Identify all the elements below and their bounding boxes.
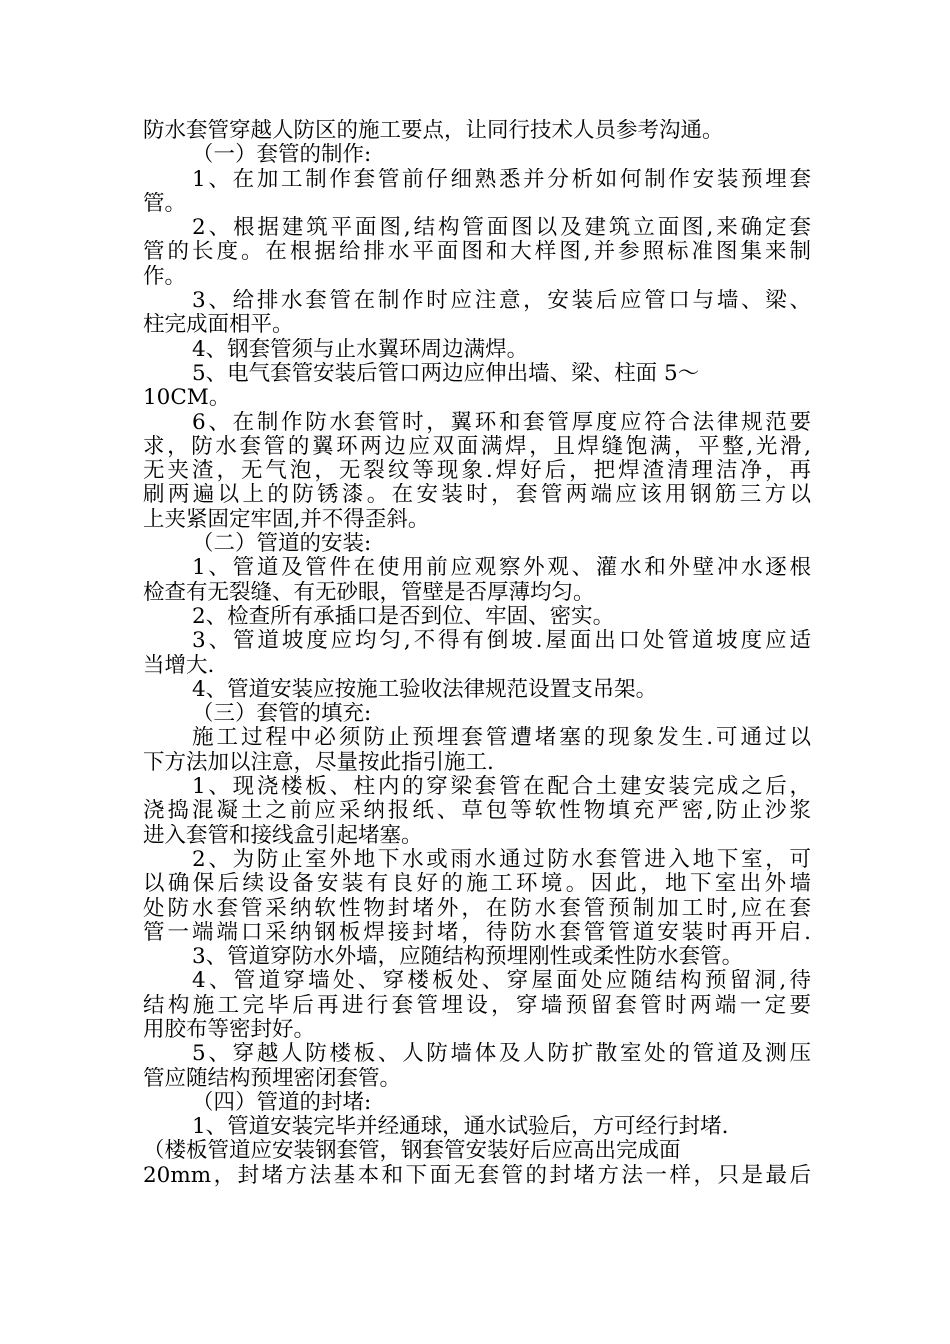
text-line: 2、根据建筑平面图,结构管面图以及建筑立面图,来确定套 <box>192 216 811 241</box>
text-line: （三）套管的填充: <box>192 702 372 727</box>
text-line: 4、钢套管须与止水翼环周边满焊。 <box>192 337 529 362</box>
text-line: 求，防水套管的翼环两边应双面满焊，且焊缝饱满，平整,光滑, <box>143 434 811 459</box>
text-line: 结构施工完毕后再进行套管埋设，穿墙预留套管时两端一定要 <box>143 993 811 1018</box>
text-line: 3、管道穿防水外墙，应随结构预埋刚性或柔性防水套管。 <box>192 945 744 970</box>
text-line: 4、管道穿墙处、穿楼板处、穿屋面处应随结构预留洞,待 <box>192 969 811 994</box>
text-line: 1、现浇楼板、柱内的穿梁套管在配合土建安装完成之后， <box>192 775 811 800</box>
document-body <box>143 119 811 1188</box>
text-line: 防水套管穿越人防区的施工要点，让同行技术人员参考沟通。 <box>143 119 724 143</box>
text-line: （四）管道的封堵: <box>192 1090 372 1115</box>
text-line: 浇捣混凝土之前应采纳报纸、草包等软性物填充严密,防止沙浆 <box>143 799 811 824</box>
text-line: 2、为防止室外地下水或雨水通过防水套管进入地下室，可 <box>192 847 811 872</box>
text-line: 5、穿越人防楼板、人防墙体及人防扩散室处的管道及测压 <box>192 1042 811 1067</box>
text-line: 10CM。 <box>143 386 231 411</box>
text-line: 处防水套管采纳软性物封堵外，在防水套管预制加工时,应在套 <box>143 896 811 921</box>
text-line: 1、管道安装完毕并经通球，通水试验后，方可经行封堵. <box>192 1115 729 1140</box>
text-line: 施工过程中必须防止预埋套管遭堵塞的现象发生.可通过以 <box>192 726 811 751</box>
text-line: 4、管道安装应按施工验收法律规范设置支吊架。 <box>192 677 658 702</box>
text-line: 管一端端口采纳钢板焊接封堵，待防水套管管道安装时再开启. <box>143 920 811 945</box>
text-line: 上夹紧固定牢固,并不得歪斜。 <box>143 507 430 532</box>
text-line: 柱完成面相平。 <box>143 313 294 338</box>
text-line: 刷两遍以上的防锈漆。在安装时，套管两端应该用钢筋三方以 <box>143 483 811 508</box>
text-line: 5、电气套管安装后管口两边应伸出墙、梁、柱面 5～ <box>192 361 700 386</box>
text-line: 2、检查所有承插口是否到位、牢固、密实。 <box>192 604 615 629</box>
text-line: 20mm，封堵方法基本和下面无套管的封堵方法一样，只是最后 <box>143 1163 811 1188</box>
text-line: 作。 <box>143 264 187 289</box>
text-line: 管。 <box>143 191 187 216</box>
text-line: 3、给排水套管在制作时应注意，安装后应管口与墙、梁、 <box>192 289 811 314</box>
text-line: 1、在加工制作套管前仔细熟悉并分析如何制作安装预埋套 <box>192 167 811 192</box>
text-line: 管应随结构预埋密闭套管。 <box>143 1066 402 1091</box>
text-line: 6、在制作防水套管时，翼环和套管厚度应符合法律规范要 <box>192 410 811 435</box>
text-line: （二）管道的安装: <box>192 532 372 557</box>
text-line: 无夹渣，无气泡，无裂纹等现象.焊好后，把焊渣清理洁净，再 <box>143 459 811 484</box>
text-line: （一）套管的制作: <box>192 143 372 168</box>
text-line: 检查有无裂缝、有无砂眼，管壁是否厚薄均匀。 <box>143 580 595 605</box>
text-line: 用胶布等密封好。 <box>143 1017 316 1042</box>
text-line: 3、管道坡度应均匀,不得有倒坡.屋面出口处管道坡度应适 <box>192 629 811 654</box>
text-line: 进入套管和接线盒引起堵塞。 <box>143 823 423 848</box>
text-line: （楼板管道应安装钢套管，钢套管安装好后应高出完成面 <box>143 1139 681 1164</box>
text-line: 管的长度。在根据给排水平面图和大样图,并参照标准图集来制 <box>143 240 811 265</box>
text-line: 下方法加以注意，尽量按此指引施工. <box>143 750 494 775</box>
text-line: 当增大. <box>143 653 215 678</box>
text-line: 以确保后续设备安装有良好的施工环境。因此，地下室出外墙 <box>143 872 811 897</box>
text-line: 1、管道及管件在使用前应观察外观、灌水和外壁冲水逐根 <box>192 556 811 581</box>
